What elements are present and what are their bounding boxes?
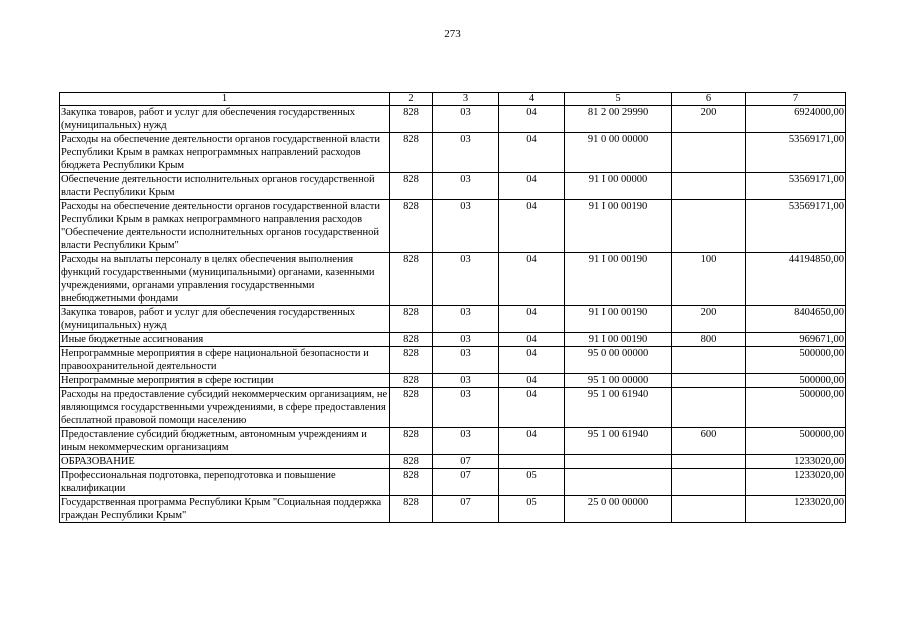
- header-cell: 2: [390, 93, 433, 106]
- row-sum-cell: 53569171,00: [746, 200, 846, 253]
- row-name-cell: Закупка товаров, работ и услуг для обеспечения государственных (муниципальных) нужд: [60, 306, 390, 333]
- header-row: [60, 93, 846, 106]
- row-code-4-cell: 04: [499, 200, 565, 253]
- row-code-3-cell: 03: [433, 106, 499, 133]
- row-name-cell: Обеспечение деятельности исполнительных органов государственной власти Республики Крым: [60, 173, 390, 200]
- row-code-5-cell: 91 I 00 00000: [565, 173, 672, 200]
- table-row: [60, 306, 846, 333]
- header-cell: 4: [499, 93, 565, 106]
- row-code-3-cell: 03: [433, 388, 499, 428]
- row-code-4-cell: 04: [499, 133, 565, 173]
- row-code-5-cell: 81 2 00 29990: [565, 106, 672, 133]
- row-code-3-cell: 03: [433, 333, 499, 347]
- row-code-5-cell: [565, 455, 672, 469]
- table-row: [60, 428, 846, 455]
- header-cell: 5: [565, 93, 672, 106]
- row-name-cell: Расходы на обеспечение деятельности органов государственной власти Республики Крым в рамках непрограммных направлений расходов бюджета Республики Крым: [60, 133, 390, 173]
- table-row: [60, 133, 846, 173]
- row-code-4-cell: 04: [499, 428, 565, 455]
- table-row: [60, 333, 846, 347]
- row-sum-cell: 969671,00: [746, 333, 846, 347]
- row-code-6-cell: [672, 496, 746, 523]
- row-sum-cell: 8404650,00: [746, 306, 846, 333]
- row-sum-cell: 1233020,00: [746, 455, 846, 469]
- row-code-3-cell: 07: [433, 469, 499, 496]
- table-row: [60, 496, 846, 523]
- row-code-2-cell: 828: [390, 496, 433, 523]
- table-row: [60, 388, 846, 428]
- row-code-2-cell: 828: [390, 133, 433, 173]
- page-number: 273: [444, 28, 461, 40]
- row-code-4-cell: 04: [499, 333, 565, 347]
- table-row: [60, 455, 846, 469]
- row-sum-cell: 53569171,00: [746, 133, 846, 173]
- row-code-4-cell: 04: [499, 347, 565, 374]
- row-code-5-cell: 91 I 00 00190: [565, 253, 672, 306]
- row-sum-cell: 44194850,00: [746, 253, 846, 306]
- row-name-cell: Иные бюджетные ассигнования: [60, 333, 390, 347]
- row-code-2-cell: 828: [390, 173, 433, 200]
- row-code-5-cell: 95 0 00 00000: [565, 347, 672, 374]
- table-row: [60, 200, 846, 253]
- row-code-4-cell: 04: [499, 173, 565, 200]
- row-code-5-cell: 95 1 00 61940: [565, 428, 672, 455]
- header-cell: 6: [672, 93, 746, 106]
- row-code-4-cell: 05: [499, 469, 565, 496]
- row-code-2-cell: 828: [390, 306, 433, 333]
- row-code-6-cell: 200: [672, 306, 746, 333]
- row-code-2-cell: 828: [390, 347, 433, 374]
- row-code-5-cell: 95 1 00 00000: [565, 374, 672, 388]
- table-row: [60, 173, 846, 200]
- row-code-6-cell: [672, 469, 746, 496]
- row-name-cell: ОБРАЗОВАНИЕ: [60, 455, 390, 469]
- row-sum-cell: 1233020,00: [746, 496, 846, 523]
- table-row: [60, 253, 846, 306]
- row-sum-cell: 1233020,00: [746, 469, 846, 496]
- row-code-6-cell: 600: [672, 428, 746, 455]
- row-code-2-cell: 828: [390, 333, 433, 347]
- row-sum-cell: 500000,00: [746, 388, 846, 428]
- row-code-5-cell: 91 I 00 00190: [565, 333, 672, 347]
- row-code-3-cell: 03: [433, 200, 499, 253]
- table-row: [60, 374, 846, 388]
- row-code-5-cell: [565, 469, 672, 496]
- row-code-6-cell: 800: [672, 333, 746, 347]
- row-code-3-cell: 03: [433, 428, 499, 455]
- row-code-5-cell: 91 I 00 00190: [565, 200, 672, 253]
- row-code-4-cell: 04: [499, 388, 565, 428]
- row-code-5-cell: 25 0 00 00000: [565, 496, 672, 523]
- row-name-cell: Государственная программа Республики Крым "Социальная поддержка граждан Республики Крым": [60, 496, 390, 523]
- row-code-6-cell: [672, 455, 746, 469]
- row-code-6-cell: [672, 347, 746, 374]
- row-code-5-cell: 91 0 00 00000: [565, 133, 672, 173]
- header-cell: 1: [60, 93, 390, 106]
- row-code-3-cell: 07: [433, 455, 499, 469]
- row-code-6-cell: [672, 133, 746, 173]
- row-code-4-cell: [499, 455, 565, 469]
- row-code-2-cell: 828: [390, 200, 433, 253]
- row-code-3-cell: 03: [433, 173, 499, 200]
- header-cell: 7: [746, 93, 846, 106]
- row-code-4-cell: 04: [499, 106, 565, 133]
- row-name-cell: Расходы на предоставление субсидий некоммерческим организациям, не являющимся государственными учреждениями, в сфере предоставления бесплатной правовой помощи населению: [60, 388, 390, 428]
- row-code-3-cell: 03: [433, 133, 499, 173]
- row-code-5-cell: 91 I 00 00190: [565, 306, 672, 333]
- row-code-3-cell: 07: [433, 496, 499, 523]
- header-cell: 3: [433, 93, 499, 106]
- row-code-2-cell: 828: [390, 428, 433, 455]
- row-code-6-cell: [672, 173, 746, 200]
- row-sum-cell: 53569171,00: [746, 173, 846, 200]
- row-code-2-cell: 828: [390, 106, 433, 133]
- budget-table: [59, 92, 846, 523]
- table-row: [60, 106, 846, 133]
- row-code-4-cell: 04: [499, 253, 565, 306]
- row-name-cell: Предоставление субсидий бюджетным, автономным учреждениям и иным некоммерческим организациям: [60, 428, 390, 455]
- row-code-3-cell: 03: [433, 306, 499, 333]
- row-code-2-cell: 828: [390, 455, 433, 469]
- row-code-3-cell: 03: [433, 253, 499, 306]
- row-name-cell: Профессиональная подготовка, переподготовка и повышение квалификации: [60, 469, 390, 496]
- row-code-2-cell: 828: [390, 469, 433, 496]
- table-row: [60, 347, 846, 374]
- row-name-cell: Закупка товаров, работ и услуг для обеспечения государственных (муниципальных) нужд: [60, 106, 390, 133]
- row-name-cell: Расходы на выплаты персоналу в целях обеспечения выполнения функций государственными (муниципальными) органами, казенными учреждениями, органами управления государственными внебюджетными фондами: [60, 253, 390, 306]
- row-code-3-cell: 03: [433, 347, 499, 374]
- row-code-6-cell: [672, 374, 746, 388]
- row-code-4-cell: 04: [499, 306, 565, 333]
- row-code-2-cell: 828: [390, 388, 433, 428]
- table-row: [60, 469, 846, 496]
- row-name-cell: Непрограммные мероприятия в сфере национальной безопасности и правоохранительной деятельности: [60, 347, 390, 374]
- row-code-6-cell: 200: [672, 106, 746, 133]
- row-code-2-cell: 828: [390, 374, 433, 388]
- row-code-6-cell: 100: [672, 253, 746, 306]
- row-code-2-cell: 828: [390, 253, 433, 306]
- row-sum-cell: 6924000,00: [746, 106, 846, 133]
- row-name-cell: Расходы на обеспечение деятельности органов государственной власти Республики Крым в рамках непрограммного направления расходов "Обеспечение деятельности исполнительных органов государственной власти Республики Крым": [60, 200, 390, 253]
- row-name-cell: Непрограммные мероприятия в сфере юстиции: [60, 374, 390, 388]
- row-sum-cell: 500000,00: [746, 428, 846, 455]
- row-code-6-cell: [672, 200, 746, 253]
- row-code-3-cell: 03: [433, 374, 499, 388]
- row-code-6-cell: [672, 388, 746, 428]
- row-sum-cell: 500000,00: [746, 374, 846, 388]
- row-sum-cell: 500000,00: [746, 347, 846, 374]
- row-code-4-cell: 04: [499, 374, 565, 388]
- row-code-5-cell: 95 1 00 61940: [565, 388, 672, 428]
- row-code-4-cell: 05: [499, 496, 565, 523]
